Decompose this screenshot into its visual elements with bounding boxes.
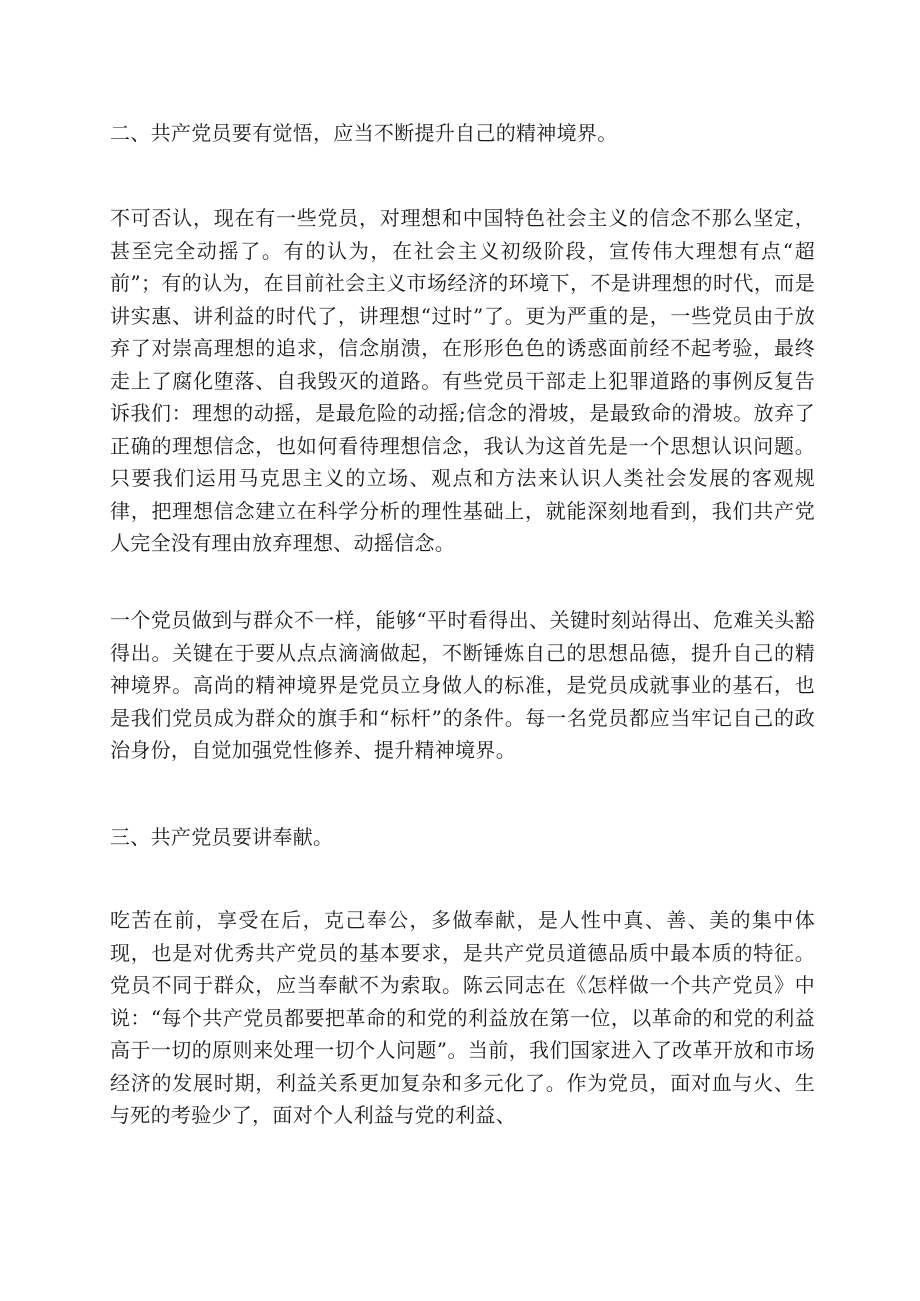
- section-heading-3: 三、共产党员要讲奉献。: [110, 825, 334, 849]
- paragraph-ideals-faith: 不可否认，现在有一些党员，对理想和中国特色社会主义的信念不那么坚定，甚至完全动摇了。有的认为，在社会主义初级阶段，宣传伟大理想有点“超前”；有的认为，在目前社会主义市场经济的环境下，不是讲理想的时代，而是讲实惠、讲利益的时代了，讲理想“过时”了。更为严重的是，一些党员由于放弃了对崇高理想的追求，信念崩溃，在形形色色的诱惑面前经不起考验，最终走上了腐化堕落、自我毁灭的道路。有些党员干部走上犯罪道路的事例反复告诉我们：理想的动摇，是最危险的动摇;信念的滑坡，是最致命的滑坡。放弃了正确的理想信念，也如何看待理想信念，我认为这首先是一个思想认识问题。只要我们运用马克思主义的立场、观点和方法来认识人类社会发展的客观规律，把理想信念建立在科学分析的理性基础上，就能深刻地看到，我们共产党人完全没有理由放弃理想、动摇信念。: [110, 206, 815, 555]
- paragraph-dedication: 吃苦在前，享受在后，克己奉公，多做奉献，是人性中真、善、美的集中体现，也是对优秀共产党员的基本要求，是共产党员道德品质中最本质的特征。党员不同于群众，应当奉献不为索取。陈云同志在《怎样做一个共产党员》中说：“每个共产党员都要把革命的和党的利益放在第一位，以革命的和党的利益高于一切的原则来处理一切个人问题”。当前，我们国家进入了改革开放和市场经济的发展时期，利益关系更加复杂和多元化了。作为党员，面对血与火、生与死的考验少了，面对个人利益与党的利益、: [110, 908, 815, 1127]
- section-heading-2: 二、共产党员要有觉悟，应当不断提升自己的精神境界。: [110, 121, 618, 145]
- paragraph-spiritual-realm: 一个党员做到与群众不一样，能够“平时看得出、关键时刻站得出、危难关头豁得出。关键在于要从点点滴滴做起，不断锤炼自己的思想品德，提升自己的精神境界。高尚的精神境界是党员立身做人的标准，是党员成就事业的基石，也是我们党员成为群众的旗手和“标杆”的条件。每一名党员都应当牢记自己的政治身份，自觉加强党性修养、提升精神境界。: [110, 608, 815, 762]
